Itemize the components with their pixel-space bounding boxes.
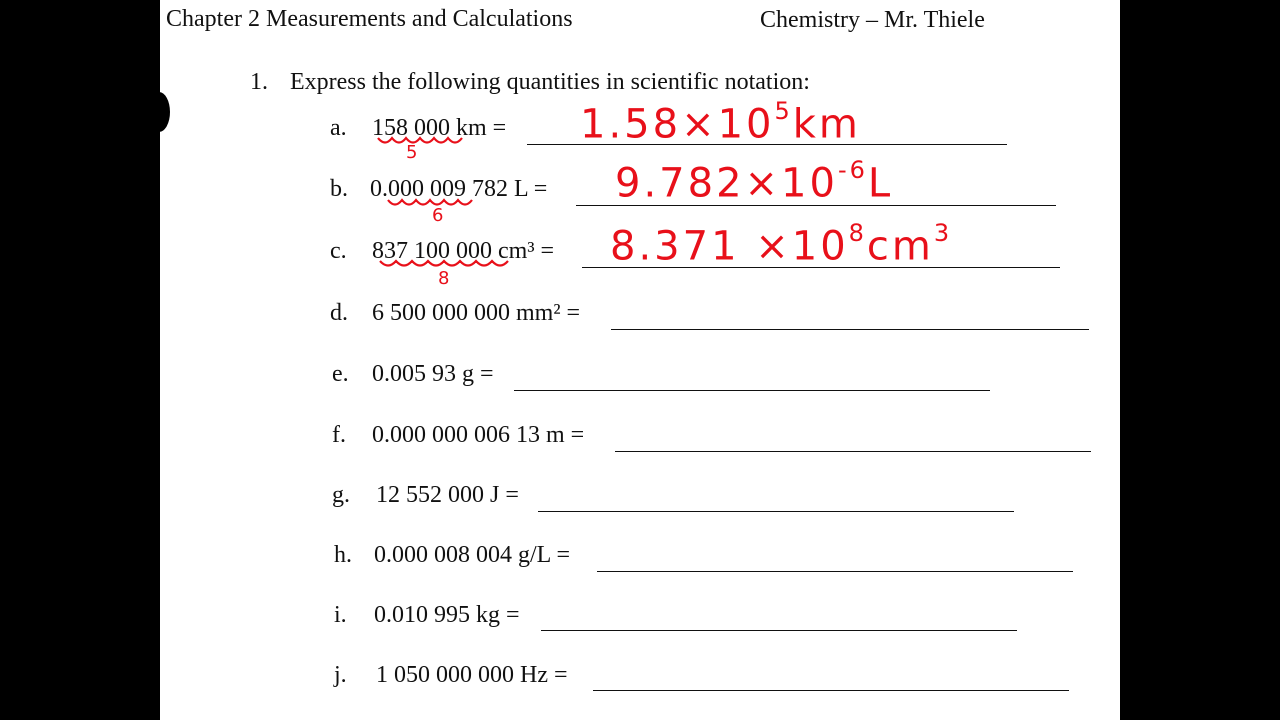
handwritten-answer-b: $9.782\times 10^{-6}L$ xyxy=(615,156,894,207)
item-letter: g. xyxy=(332,482,350,508)
squiggle-mark-a xyxy=(376,134,466,148)
answer-line-j[interactable] xyxy=(593,690,1069,691)
item-letter: i. xyxy=(334,602,347,628)
answer-line-e[interactable] xyxy=(514,390,990,391)
item-expression: 12 552 000 J = xyxy=(376,482,519,508)
answer-line-g[interactable] xyxy=(538,511,1014,512)
digit-count-a: 5 xyxy=(406,142,418,163)
question-number: 1. xyxy=(250,69,268,95)
item-letter: f. xyxy=(332,422,346,448)
item-letter: e. xyxy=(332,361,349,387)
handwritten-answer-a: $1.58\times 10^5km$ xyxy=(580,97,861,148)
digit-count-b: 6 xyxy=(432,205,444,226)
item-letter: h. xyxy=(334,542,352,568)
item-letter: c. xyxy=(330,238,347,264)
item-expression: 0.010 995 kg = xyxy=(374,602,520,628)
item-letter: b. xyxy=(330,176,348,202)
binder-hole-shadow xyxy=(148,92,170,132)
question-1 xyxy=(250,69,810,96)
item-expression: 0.005 93 g = xyxy=(372,361,494,387)
answer-line-f[interactable] xyxy=(615,451,1091,452)
answer-line-i[interactable] xyxy=(541,630,1017,631)
answer-line-d[interactable] xyxy=(611,329,1089,330)
question-prompt: Express the following quantities in scientific notation: xyxy=(290,69,810,95)
digit-count-c: 8 xyxy=(438,268,450,289)
item-letter: d. xyxy=(330,300,348,326)
item-expression: 1 050 000 000 Hz = xyxy=(376,662,568,688)
course-teacher: Chemistry – Mr. Thiele xyxy=(760,7,985,33)
item-expression: 0.000 009 782 L = xyxy=(370,176,548,202)
answer-line-h[interactable] xyxy=(597,571,1073,572)
worksheet-page xyxy=(160,0,1120,720)
item-letter: a. xyxy=(330,115,347,141)
item-expression: 158 000 km = xyxy=(372,115,507,141)
item-letter: j. xyxy=(334,662,347,688)
item-expression: 6 500 000 000 mm² = xyxy=(372,300,581,326)
item-expression: 0.000 000 006 13 m = xyxy=(372,422,585,448)
handwritten-answer-c: $8.371 \times 10^8cm^3$ xyxy=(610,219,953,270)
chapter-title: Chapter 2 Measurements and Calculations xyxy=(166,6,573,32)
item-expression: 837 100 000 cm³ = xyxy=(372,238,555,264)
item-expression: 0.000 008 004 g/L = xyxy=(374,542,570,568)
